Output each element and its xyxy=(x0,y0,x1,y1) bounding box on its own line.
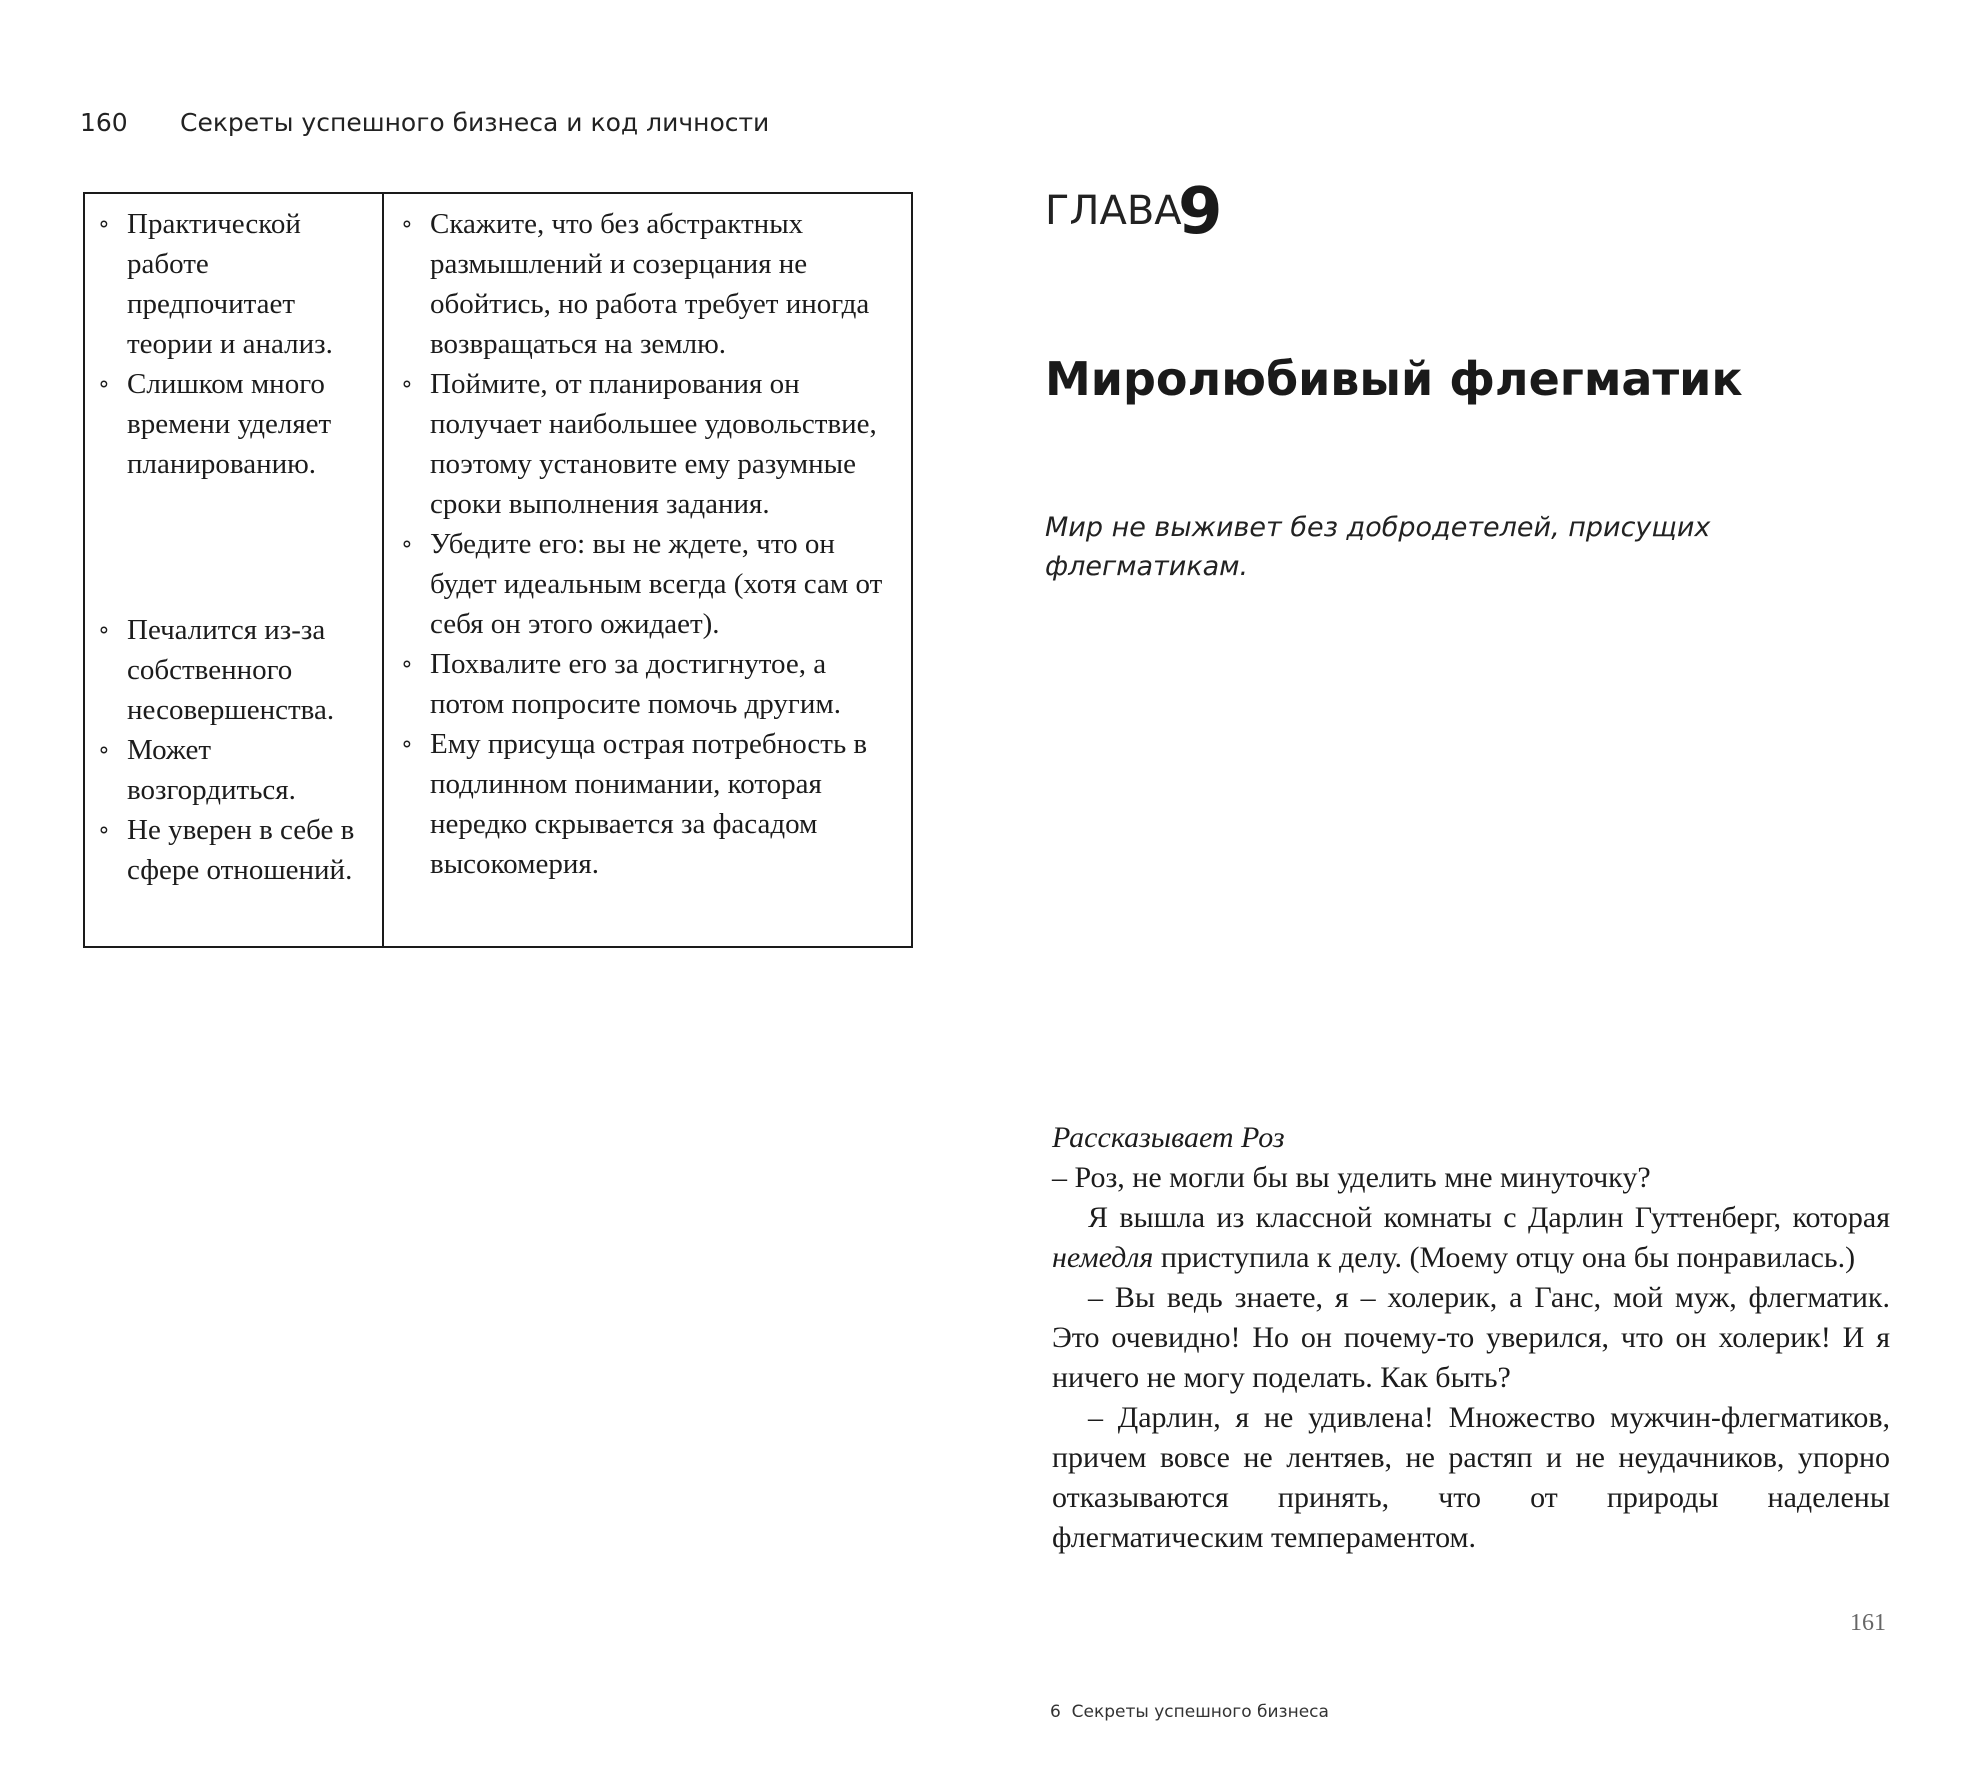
list-item: ∘ Убедите его: вы не ждете, что он будет идеальным всегда (хотя сам от себя он этого ожидает). xyxy=(396,524,901,644)
bullet-icon: ∘ xyxy=(400,211,414,236)
chapter-title: Миролюбивый флегматик xyxy=(1045,352,1743,406)
table-left-column xyxy=(85,194,384,946)
page-number-right: 161 xyxy=(1850,1610,1886,1636)
print-signature xyxy=(1050,1702,1329,1722)
bullet-icon: ∘ xyxy=(97,737,111,762)
running-header xyxy=(80,108,769,137)
signature-number: 6 xyxy=(1050,1702,1061,1722)
list-item: ∘ Печалится из-за собственного несовершенства. xyxy=(93,610,372,730)
page-number-left: 160 xyxy=(80,108,128,137)
signature-text: Секреты успешного бизнеса xyxy=(1071,1702,1329,1722)
bullet-icon: ∘ xyxy=(97,617,111,642)
right-group-2 xyxy=(396,524,901,884)
bullet-icon: ∘ xyxy=(97,817,111,842)
paragraph: – Вы ведь знаете, я – холерик, а Ганс, мой муж, флегматик. Это очевидно! Но он почему-то уверился, что он холерик! И я ничего не могу поделать. Как быть? xyxy=(1052,1281,1890,1394)
left-group-2 xyxy=(93,610,372,890)
list-item: ∘ Слишком много времени уделяет планированию. xyxy=(93,364,372,484)
paragraph: Я вышла из классной комнаты с Дарлин Гуттенберг, которая немедля приступила к делу. (Моему отцу она бы понравилась.) xyxy=(1052,1201,1890,1274)
bullet-icon: ∘ xyxy=(97,371,111,396)
list-item: ∘ Скажите, что без абстрактных размышлений и созерцания не обойтись, но работа требует иногда возвращаться на землю. xyxy=(396,204,901,364)
bullet-icon: ∘ xyxy=(400,731,414,756)
list-item: ∘ Поймите, от планирования он получает наибольшее удовольствие, поэтому установите ему разумные сроки выполнения задания. xyxy=(396,364,901,524)
bullet-icon: ∘ xyxy=(400,531,414,556)
list-item: ∘ Похвалите его за достигнутое, а потом попросите помочь другим. xyxy=(396,644,901,724)
right-group-1 xyxy=(396,204,901,524)
list-item: ∘ Может возгордиться. xyxy=(93,730,372,810)
list-item: ∘ Практической работе предпочитает теории и анализ. xyxy=(93,204,372,364)
chapter-number: 9 xyxy=(1178,175,1223,249)
left-group-1 xyxy=(93,204,372,484)
bullet-icon: ∘ xyxy=(400,371,414,396)
table-right-column xyxy=(384,194,911,946)
running-title: Секреты успешного бизнеса и код личности xyxy=(180,108,770,137)
story-text xyxy=(1052,1118,1890,1558)
advice-table xyxy=(83,192,913,948)
epigraph: Мир не выживет без добродетелей, присущих флегматикам. xyxy=(1045,512,1711,582)
bullet-icon: ∘ xyxy=(97,211,111,236)
list-item: ∘ Не уверен в себе в сфере отношений. xyxy=(93,810,372,890)
list-item: ∘ Ему присуща острая потребность в подлинном понимании, которая нередко скрывается за фасадом высокомерия. xyxy=(396,724,901,884)
bullet-icon: ∘ xyxy=(400,651,414,676)
paragraph: – Дарлин, я не удивлена! Множество мужчин-флегматиков, причем вовсе не лентяев, не растяп и не неудачников, упорно отказываются принять, что от природы наделены флегматическим темпераментом. xyxy=(1052,1401,1890,1554)
narrator-line: Рассказывает Роз xyxy=(1052,1121,1285,1154)
emphasis: немедля xyxy=(1052,1241,1154,1274)
chapter-label: ГЛАВА xyxy=(1045,188,1182,234)
dialogue-line: – Роз, не могли бы вы уделить мне минуточку? xyxy=(1052,1161,1651,1194)
